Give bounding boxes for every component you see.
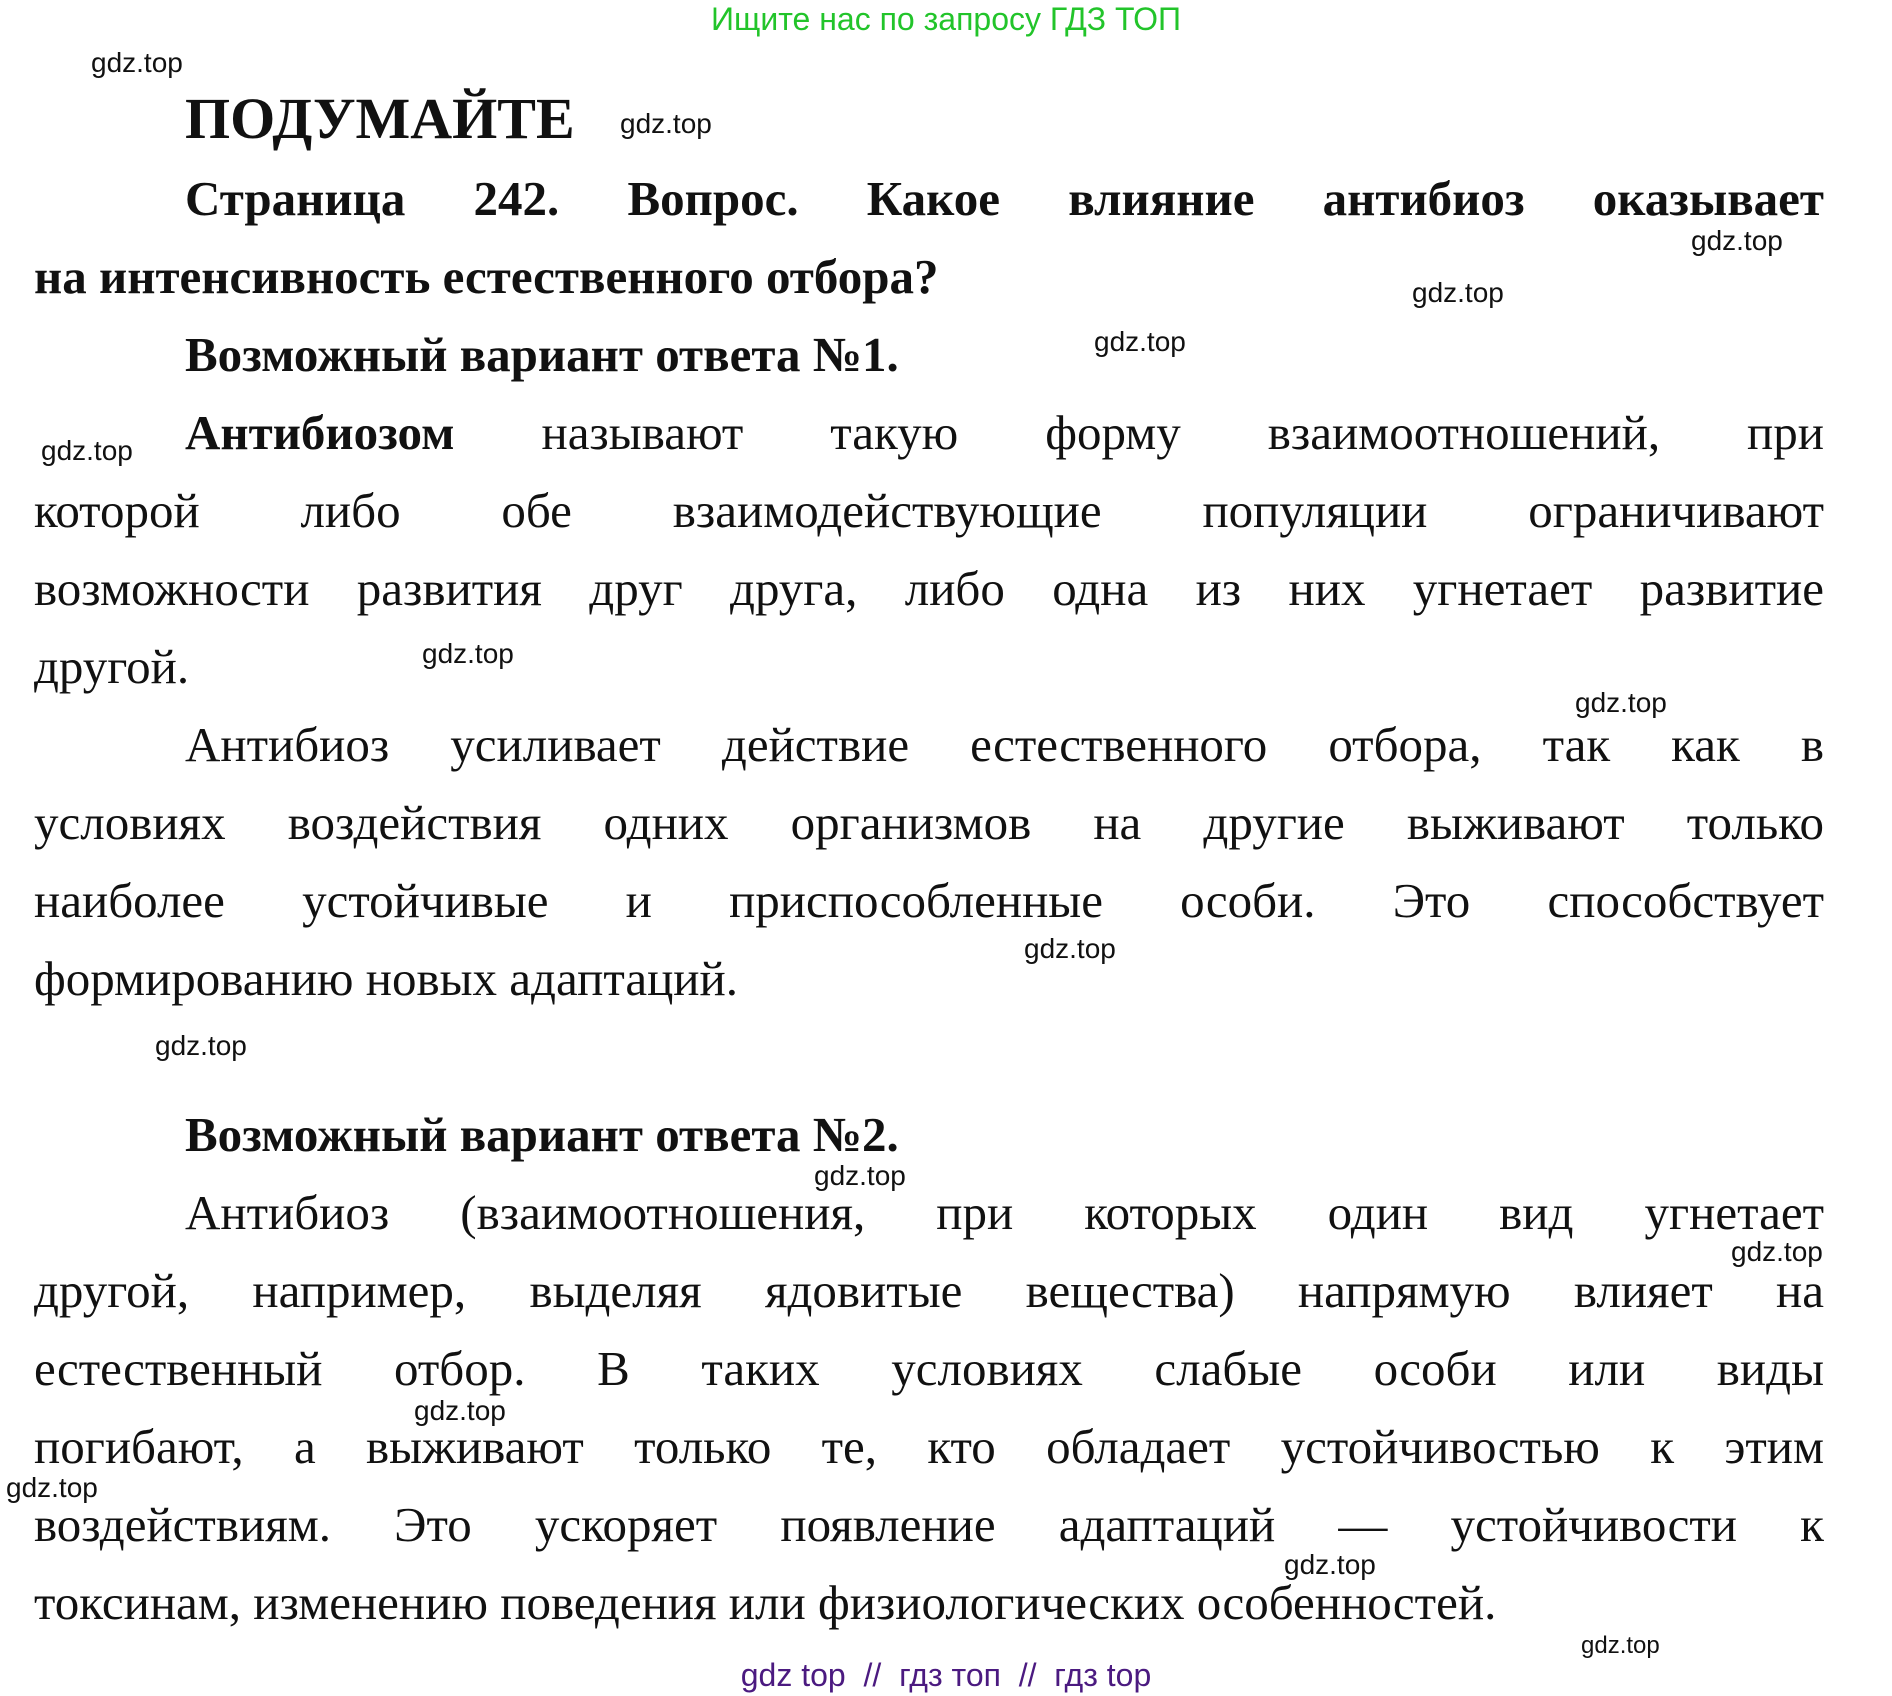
watermark: gdz.top <box>1691 225 1783 256</box>
watermark: gdz.top <box>1581 1632 1660 1659</box>
bottom-banner[interactable]: gdz top // гдз топ // гдз top <box>740 1657 1152 1693</box>
watermark: gdz.top <box>1284 1549 1376 1580</box>
watermark: gdz.top <box>814 1160 906 1191</box>
watermark: gdz.top <box>414 1395 506 1426</box>
watermark: gdz.top <box>422 638 514 669</box>
watermark: gdz.top <box>6 1472 98 1503</box>
question-line-1: Страница 242. Вопрос. Какое влияние антибиоз оказывает <box>185 171 1824 226</box>
watermark: gdz.top <box>1575 687 1667 718</box>
answer-1-p2-line-4: формированию новых адаптаций. <box>34 951 738 1006</box>
watermark: gdz.top <box>155 1030 247 1061</box>
answer-1-p1-line-2: которой либо обе взаимодействующие популяции ограничивают <box>34 483 1824 538</box>
answer-2-line-4: погибают, а выживают только те, кто обладает устойчивостью к этим <box>34 1419 1824 1474</box>
watermark: gdz.top <box>1024 933 1116 964</box>
text-span: называют такую форму взаимоотношений, при <box>454 405 1824 460</box>
answer-1-p2-line-3: наиболее устойчивые и приспособленные особи. Это способствует <box>34 873 1824 928</box>
watermark: gdz.top <box>620 108 712 139</box>
answer-1-p1-line-4: другой. <box>34 639 190 694</box>
question-line-2: на интенсивность естественного отбора? <box>34 249 939 304</box>
answer-1-p1-line-1 <box>185 403 1824 463</box>
section-title: ПОДУМАЙТЕ <box>185 86 575 151</box>
answer-1-p1-line-3: возможности развития друг друга, либо одна из них угнетает развитие <box>34 561 1824 616</box>
answer-2-line-5: воздействиям. Это ускоряет появление адаптаций — устойчивости к <box>34 1497 1824 1552</box>
bold-term: Антибиозом <box>185 405 455 460</box>
answer-2-line-6: токсинам, изменению поведения или физиологических особенностей. <box>34 1575 1497 1630</box>
watermark: gdz.top <box>41 435 133 466</box>
answer-1-p2-line-2: условиях воздействия одних организмов на другие выживают только <box>34 795 1824 850</box>
watermark: gdz.top <box>1094 326 1186 357</box>
answer-1-p2-line-1: Антибиоз усиливает действие естественного отбора, так как в <box>185 717 1824 772</box>
answer-2-line-1: Антибиоз (взаимоотношения, при которых один вид угнетает <box>185 1185 1824 1240</box>
watermark: gdz.top <box>1731 1236 1823 1267</box>
watermark: gdz.top <box>91 47 183 78</box>
answer-2-heading: Возможный вариант ответа №2. <box>185 1107 899 1162</box>
answer-2-line-2: другой, например, выделяя ядовитые вещества) напрямую влияет на <box>34 1263 1824 1318</box>
answer-2-line-3: естественный отбор. В таких условиях слабые особи или виды <box>34 1341 1824 1396</box>
watermark: gdz.top <box>1412 277 1504 308</box>
answer-1-heading: Возможный вариант ответа №1. <box>185 327 899 382</box>
top-banner: Ищите нас по запросу ГДЗ ТОП <box>711 1 1181 37</box>
